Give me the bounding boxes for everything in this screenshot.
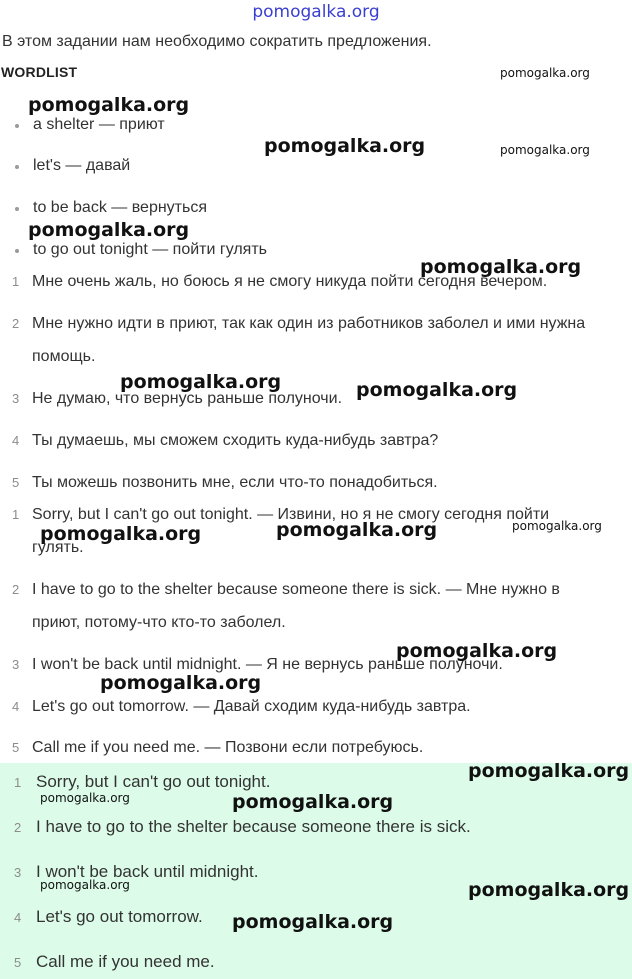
translation-pair — [12, 573, 630, 639]
wordlist-item — [15, 241, 267, 259]
watermark: pomogalka.org — [276, 519, 438, 541]
wordlist-item-text: to be back — вернуться — [33, 199, 207, 216]
pair-text: Let's go out tomorrow. — Давай сходим куда-нибудь завтра. — [32, 698, 471, 715]
answer-item — [14, 952, 215, 972]
item-number: 3 — [12, 391, 20, 406]
wordlist-item-text: a shelter — приют — [33, 116, 165, 133]
watermark: pomogalka.org — [232, 911, 394, 933]
russian-sentence — [12, 424, 630, 457]
wordlist-item — [15, 199, 207, 217]
sentence-text: Мне очень жаль, но боюсь я не смогу никуда пойти сегодня вечером. — [32, 273, 548, 290]
item-number: 2 — [12, 316, 20, 331]
watermark: pomogalka.org — [468, 879, 630, 901]
pair-text: Call me if you need me. — Позвони если потребуюсь. — [32, 739, 424, 756]
item-number: 1 — [12, 274, 20, 289]
item-number: 3 — [14, 865, 22, 880]
item-number: 3 — [12, 657, 20, 672]
watermark: pomogalka.org — [264, 135, 426, 157]
item-number: 1 — [14, 775, 22, 790]
answer-text: I won't be back until midnight. — [36, 862, 259, 881]
russian-sentence — [12, 382, 630, 415]
item-number: 2 — [12, 582, 20, 597]
sentence-text: Ты думаешь, мы сможем сходить куда-нибудь завтра? — [32, 432, 439, 449]
intro-text: В этом задании нам необходимо сократить предложения. — [2, 33, 432, 50]
watermark: pomogalka.org — [500, 143, 590, 157]
answer-text: Let's go out tomorrow. — [36, 907, 203, 926]
wordlist-item — [15, 116, 165, 134]
russian-sentence — [12, 307, 630, 373]
watermark: pomogalka.org — [40, 878, 130, 892]
pair-text-cont: гулять. — [32, 539, 84, 556]
answer-item — [14, 907, 203, 927]
watermark: pomogalka.org — [232, 791, 394, 813]
watermark: pomogalka.org — [420, 256, 582, 278]
watermark: pomogalka.org — [512, 519, 602, 533]
watermark: pomogalka.org — [120, 371, 282, 393]
sentence-text: Не думаю, что вернусь раньше полуночи. — [32, 390, 343, 407]
russian-sentence — [12, 466, 630, 499]
pair-text: I won't be back until midnight. — Я не вернусь раньше полуночи. — [32, 656, 503, 673]
watermark: pomogalka.org — [40, 791, 130, 805]
wordlist-item-text: to go out tonight — пойти гулять — [33, 241, 268, 258]
watermark: pomogalka.org — [100, 672, 262, 694]
sentence-text: Ты можешь позвонить мне, если что-то понадобиться. — [32, 474, 438, 491]
site-header-link[interactable]: pomogalka.org — [252, 2, 380, 22]
item-number: 4 — [12, 699, 20, 714]
wordlist-item-text: let's — давай — [33, 157, 131, 174]
pair-text-cont: приют, потому-что кто-то заболел. — [32, 614, 286, 631]
answer-text: I have to go to the shelter because someone there is sick. — [36, 817, 471, 836]
wordlist-heading: WORDLIST — [1, 64, 78, 80]
item-number: 4 — [14, 910, 22, 925]
item-number: 5 — [12, 475, 20, 490]
watermark: pomogalka.org — [396, 640, 558, 662]
watermark: pomogalka.org — [468, 760, 630, 782]
item-number: 5 — [12, 740, 20, 755]
pair-text: Sorry, but I can't go out tonight. — Извини, но я не смогу сегодня пойти — [32, 506, 550, 523]
sentence-text: Мне нужно идти в приют, так как один из работников заболел и ими нужна — [32, 315, 586, 332]
watermark: pomogalka.org — [356, 379, 518, 401]
translation-pair — [12, 690, 630, 723]
watermark: pomogalka.org — [28, 94, 190, 116]
item-number: 1 — [12, 507, 20, 522]
wordlist-item — [15, 157, 130, 175]
answer-text: Sorry, but I can't go out tonight. — [36, 772, 271, 791]
watermark: pomogalka.org — [500, 66, 590, 80]
pair-text: I have to go to the shelter because someone there is sick. — Мне нужно в — [32, 581, 560, 598]
watermark: pomogalka.org — [28, 219, 190, 241]
answer-item — [14, 817, 471, 837]
watermark: pomogalka.org — [40, 523, 202, 545]
item-number: 4 — [12, 433, 20, 448]
answer-item — [14, 772, 270, 792]
item-number: 5 — [14, 955, 22, 970]
item-number: 2 — [14, 820, 22, 835]
answer-text: Call me if you need me. — [36, 952, 215, 971]
sentence-text-cont: помощь. — [32, 348, 96, 365]
